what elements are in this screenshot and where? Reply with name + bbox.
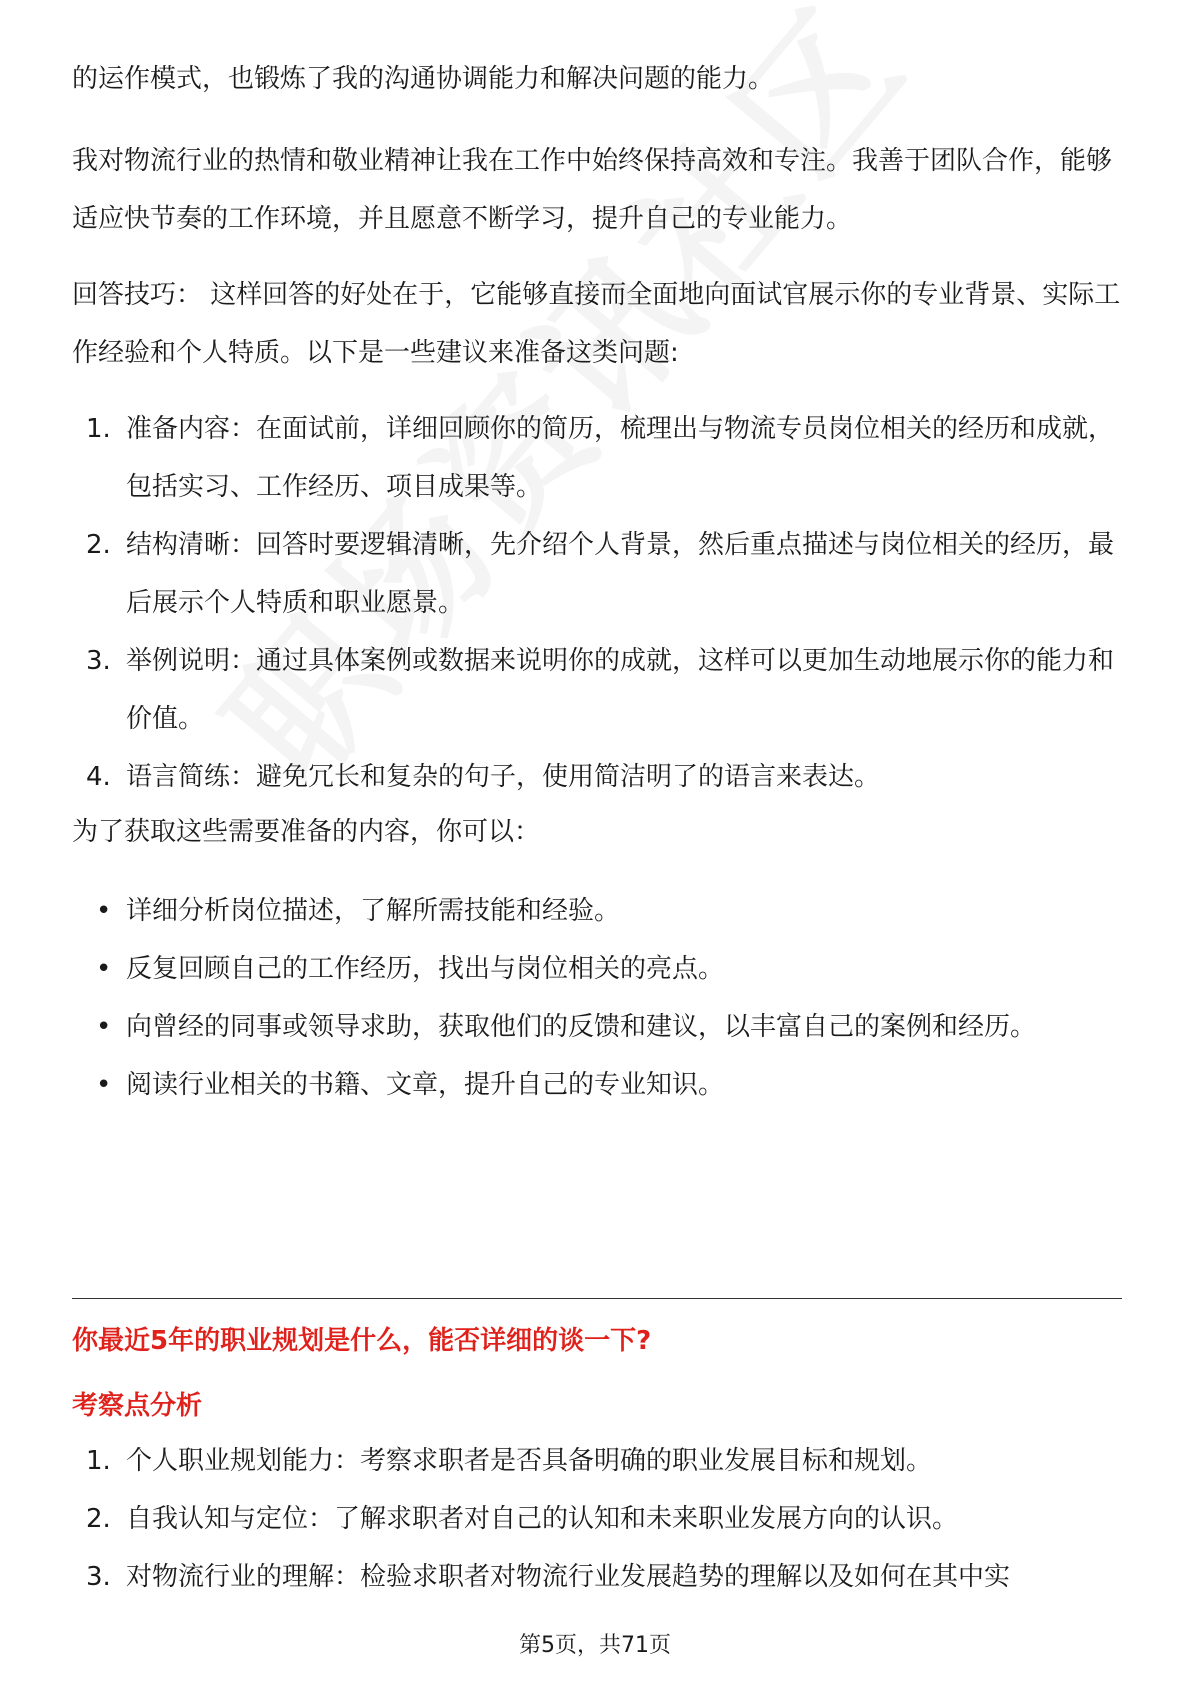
list-item bbox=[72, 1056, 1122, 1114]
list-marker: 4. bbox=[86, 762, 111, 792]
list-item-text: 结构清晰：回答时要逻辑清晰，先介绍个人背景，然后重点描述与岗位相关的经历，最后展示个人特质和职业愿景。 bbox=[126, 530, 1115, 618]
section-divider bbox=[72, 1298, 1122, 1299]
list-item-text: 向曾经的同事或领导求助，获取他们的反馈和建议，以丰富自己的案例和经历。 bbox=[126, 1012, 1037, 1042]
list-item bbox=[72, 516, 1122, 632]
bullet-marker: • bbox=[96, 1070, 112, 1100]
list-item bbox=[72, 400, 1122, 516]
list-item bbox=[72, 1490, 1122, 1548]
list-item bbox=[72, 632, 1122, 748]
list-item-text: 阅读行业相关的书籍、文章，提升自己的专业知识。 bbox=[126, 1070, 725, 1100]
list-item-text: 举例说明：通过具体案例或数据来说明你的成就，这样可以更加生动地展示你的能力和价值。 bbox=[126, 646, 1115, 734]
list-item-text: 语言简练：避免冗长和复杂的句子，使用简洁明了的语言来表达。 bbox=[126, 762, 881, 792]
list-item-text: 对物流行业的理解：检验求职者对物流行业发展趋势的理解以及如何在其中实 bbox=[126, 1562, 1011, 1592]
list-marker: 1. bbox=[86, 414, 111, 444]
list-item bbox=[72, 1548, 1122, 1606]
question-title: 你最近5年的职业规划是什么，能否详细的谈一下? bbox=[72, 1326, 652, 1356]
paragraph-passion: 我对物流行业的热情和敬业精神让我在工作中始终保持高效和专注。我善于团队合作，能够适应快节奏的工作环境，并且愿意不断学习，提升自己的专业能力。 bbox=[72, 146, 1113, 234]
analysis-heading: 考察点分析 bbox=[72, 1391, 203, 1421]
tips-list bbox=[72, 400, 1122, 806]
list-marker: 2. bbox=[86, 1504, 111, 1534]
list-item bbox=[72, 882, 1122, 940]
list-item bbox=[72, 998, 1122, 1056]
page-footer: 第5页，共71页 bbox=[519, 1633, 671, 1658]
list-item bbox=[72, 748, 1122, 806]
list-marker: 1. bbox=[86, 1446, 111, 1476]
list-item-text: 自我认知与定位：了解求职者对自己的认知和未来职业发展方向的认识。 bbox=[126, 1504, 959, 1534]
list-marker: 3. bbox=[86, 646, 111, 676]
list-item-text: 反复回顾自己的工作经历，找出与岗位相关的亮点。 bbox=[126, 954, 725, 984]
list-marker: 2. bbox=[86, 530, 111, 560]
list-item bbox=[72, 940, 1122, 998]
paragraph-prep-intro: 为了获取这些需要准备的内容，你可以： bbox=[72, 817, 541, 847]
list-item-text: 详细分析岗位描述，了解所需技能和经验。 bbox=[126, 896, 621, 926]
list-item-text: 准备内容：在面试前，详细回顾你的简历，梳理出与物流专员岗位相关的经历和成就，包括实习、工作经历、项目成果等。 bbox=[126, 414, 1115, 502]
bullet-marker: • bbox=[96, 954, 112, 984]
bullet-marker: • bbox=[96, 896, 112, 926]
bullet-marker: • bbox=[96, 1012, 112, 1042]
list-item-text: 个人职业规划能力：考察求职者是否具备明确的职业发展目标和规划。 bbox=[126, 1446, 933, 1476]
paragraph-continuation: 的运作模式，也锻炼了我的沟通协调能力和解决问题的能力。 bbox=[72, 64, 775, 94]
prep-bullet-list bbox=[72, 882, 1122, 1114]
list-item bbox=[72, 1432, 1122, 1490]
paragraph-answer-tips: 回答技巧： 这样回答的好处在于，它能够直接而全面地向面试官展示你的专业背景、实际工作经验和个人特质。以下是一些建议来准备这类问题: bbox=[72, 280, 1121, 368]
list-marker: 3. bbox=[86, 1562, 111, 1592]
analysis-list bbox=[72, 1432, 1122, 1606]
